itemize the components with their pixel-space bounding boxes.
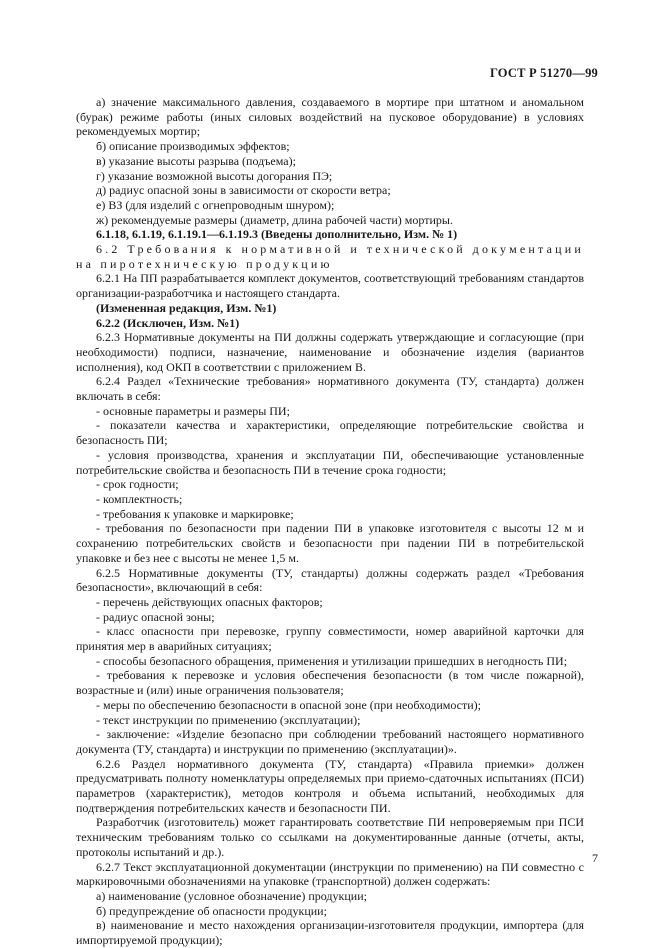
paragraph: 6.2 Требования к нормативной и технической документации на пиротехническую продукцию [76, 242, 584, 271]
paragraph: - требования по безопасности при падении ПИ в упаковке изготовителя с высоты 12 м и сохранению потребительских свойств и безопасности при падении ПИ в потребительской упаковке и без нее с высоты не менее 1,5 м. [76, 521, 584, 565]
paragraph: 6.2.3 Нормативные документы на ПИ должны содержать утверждающие и согласующие (при необходимости) подписи, назначение, наименование и обозначение изделия (вариантов исполнения), код ОКП в соответствии с приложением В. [76, 330, 584, 374]
paragraph: - радиус опасной зоны; [96, 609, 215, 624]
paragraph: в) указание высоты разрыва (подъема); [96, 153, 296, 168]
paragraph: 6.2.7 Текст эксплуатационной документации (инструкции по применению) на ПИ совместно с маркировочными обозначениями на упаковке (транспортной) должен содержать: [76, 859, 584, 889]
paragraph: 6.2.4 Раздел «Технические требования» нормативного документа (ТУ, стандарта) должен включать в себя: [76, 374, 584, 404]
paragraph: - заключение: «Изделие безопасно при соблюдении требований настоящего нормативного документа (ТУ, стандарта) и инструкции по применению (эксплуатации)». [76, 727, 584, 756]
paragraph: а) наименование (условное обозначение) продукции; [96, 888, 367, 903]
paragraph: 6.2.1 На ПП разрабатывается комплект документов, соответствующий требованиям стандартов организации-разработчика и настоящего стандарта. [76, 271, 584, 301]
paragraph: - комплектность; [96, 491, 183, 506]
paragraph: 6.2.2 (Исключен, Изм. №1) [96, 315, 240, 330]
paragraph: г) указание возможной высоты догорания ПЭ; [96, 168, 333, 183]
paragraph: - перечень действующих опасных факторов; [96, 594, 323, 609]
paragraph: 6.2.5 Нормативные документы (ТУ, стандарты) должны содержать раздел «Требования безопасности», включающий в себя: [76, 565, 584, 595]
paragraph: 6.1.18, 6.1.19, 6.1.19.1—6.1.19.3 (Введены дополнительно, Изм. № 1) [96, 227, 458, 242]
paragraph: - меры по обеспечению безопасности в опасной зоне (при необходимости); [96, 697, 481, 712]
paragraph: - класс опасности при перевозке, группу совместимости, номер аварийной карточки для принятия мер в аварийных ситуациях; [76, 624, 584, 654]
paragraph: - условия производства, хранения и эксплуатации ПИ, обеспечивающие установленные потребительские свойства и безопасность ПИ в течение срока годности; [76, 447, 584, 477]
paragraph: е) ВЗ (для изделий с огнепроводным шнуром); [96, 197, 335, 212]
paragraph: б) предупреждение об опасности продукции; [96, 903, 327, 918]
paragraph: - требования к упаковке и маркировке; [96, 506, 294, 521]
paragraph: - срок годности; [96, 477, 179, 492]
paragraph: - основные параметры и размеры ПИ; [96, 403, 290, 418]
paragraph: а) значение максимального давления, создаваемого в мортире при штатном и аномальном (бурак) режиме работы (иных силовых воздействий на пусковое оборудование) в условиях рекомендуемых мортир; [76, 95, 584, 139]
paragraph: д) радиус опасной зоны в зависимости от скорости ветра; [96, 183, 391, 198]
document-body [76, 95, 584, 948]
paragraph: ж) рекомендуемые размеры (диаметр, длина рабочей части) мортиры. [96, 212, 453, 227]
standard-code-header: ГОСТ Р 51270—99 [489, 66, 598, 80]
page-number: 7 [592, 851, 598, 865]
paragraph: - показатели качества и характеристики, определяющие потребительские свойства и безопасность ПИ; [76, 418, 584, 448]
paragraph: (Измененная редакция, Изм. №1) [96, 300, 277, 315]
paragraph: 6.2.6 Раздел нормативного документа (ТУ, стандарта) «Правила приемки» должен предусматривать полноту номенклатуры определяемых при приемо-сдаточных испытаниях (ПСИ) параметров (характеристик), методов контроля и объема испытаний, необходимых для подтверждения потребительских качеств и безопасности ПИ. [76, 756, 584, 815]
paragraph: Разработчик (изготовитель) может гарантировать соответствие ПИ непроверяемым при ПСИ техническим требованиям только со ссылками на документированные данные (отчеты, акты, протоколы испытаний и др.). [76, 815, 584, 859]
paragraph: - способы безопасного обращения, применения и утилизации пришедших в негодность ПИ; [96, 653, 568, 668]
paragraph: б) описание производимых эффектов; [96, 139, 290, 154]
paragraph: в) наименование и место нахождения организации-изготовителя продукции, импортера (для импортируемой продукции); [76, 918, 584, 948]
paragraph: - текст инструкции по применению (эксплуатации); [96, 712, 361, 727]
paragraph: - требования к перевозке и условия обеспечения безопасности (в том числе пожарной), возрастные и (или) иные ограничения пользователя; [76, 668, 584, 698]
